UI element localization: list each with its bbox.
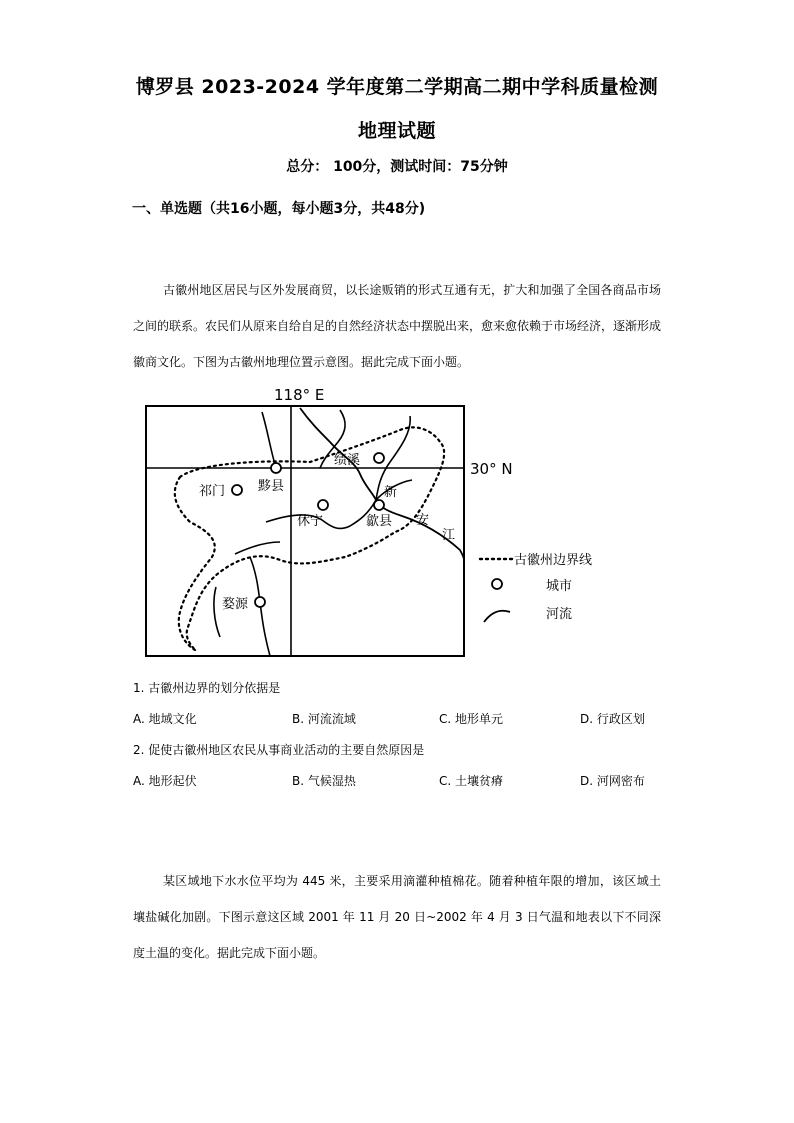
river-xinan bbox=[300, 408, 464, 560]
question-1-stem: 1. 古徽州边界的划分依据是 bbox=[133, 681, 281, 695]
city-marker-jixi bbox=[374, 453, 384, 463]
q1-option-c[interactable]: C. 地形单元 bbox=[439, 712, 504, 726]
q1-option-a[interactable]: A. 地域文化 bbox=[133, 712, 197, 726]
q2-option-a[interactable]: A. 地形起伏 bbox=[133, 774, 197, 788]
page-title: 博罗县 2023-2024 学年度第二学期高二期中学科质量检测 bbox=[135, 76, 659, 98]
exam-meta: 总分： 100分，测试时间：75分钟 bbox=[286, 159, 508, 175]
city-marker-shexian bbox=[374, 500, 384, 510]
question-2-stem: 2. 促使古徽州地区农民从事商业活动的主要自然原因是 bbox=[133, 743, 425, 757]
river-branch-1 bbox=[262, 412, 276, 468]
river-label-an: 安 bbox=[416, 513, 430, 528]
city-marker-yixian bbox=[271, 463, 281, 473]
city-label-wuyuan: 婺源 bbox=[222, 597, 249, 612]
river-branch-5 bbox=[235, 542, 280, 554]
latitude-label: 30° N bbox=[470, 460, 513, 478]
legend-boundary-label: 古徽州边界线 bbox=[514, 553, 593, 568]
city-marker-xiuning bbox=[318, 500, 328, 510]
legend-river-label: 河流 bbox=[546, 607, 573, 622]
longitude-label: 118° E bbox=[274, 386, 325, 404]
river-branch-7 bbox=[214, 587, 220, 637]
q1-option-d[interactable]: D. 行政区划 bbox=[580, 712, 645, 726]
q1-option-b[interactable]: B. 河流流域 bbox=[292, 712, 356, 726]
city-label-xiuning: 休宁 bbox=[297, 514, 324, 529]
section-heading: 一、单选题（共16小题，每小题3分，共48分) bbox=[132, 201, 426, 217]
city-label-qimen: 祁门 bbox=[199, 484, 226, 499]
passage-1: 古徽州地区居民与区外发展商贸，以长途贩销的形式互通有无，扩大和加强了全国各商品市场之间的联系。农民们从原来自给自足的自然经济状态中摆脱出来，愈来愈依赖于市场经济，逐渐形成徽商文化。下图为古徽州地理位置示意图。据此完成下面小题。 bbox=[133, 283, 662, 369]
page-subtitle: 地理试题 bbox=[357, 120, 436, 142]
river-label-jiang: 江 bbox=[442, 528, 456, 543]
legend-river-symbol bbox=[484, 611, 510, 622]
city-marker-wuyuan bbox=[255, 597, 265, 607]
legend-city-symbol bbox=[492, 579, 502, 589]
city-label-shexian: 歙县 bbox=[366, 514, 393, 529]
map-frame bbox=[146, 406, 464, 656]
q2-option-c[interactable]: C. 土壤贫瘠 bbox=[439, 774, 504, 788]
legend-city-label: 城市 bbox=[546, 579, 573, 594]
city-label-yixian: 黟县 bbox=[258, 479, 285, 494]
river-label-xin: 新 bbox=[384, 485, 398, 500]
q2-option-d[interactable]: D. 河网密布 bbox=[580, 774, 645, 788]
q2-option-b[interactable]: B. 气候湿热 bbox=[292, 774, 356, 788]
huizhou-map bbox=[140, 382, 620, 662]
city-label-jixi: 绩溪 bbox=[334, 453, 361, 468]
passage-2: 某区域地下水水位平均为 445 米，主要采用滴灌种植棉花。随着种植年限的增加，该区域土壤盐碱化加剧。下图示意这区域 2001 年 11 月 20 日~2002 年 4 月 3 日气温和地表以下不同深度土温的变化。据此完成下面小题。 bbox=[133, 874, 661, 960]
city-marker-qimen bbox=[232, 485, 242, 495]
